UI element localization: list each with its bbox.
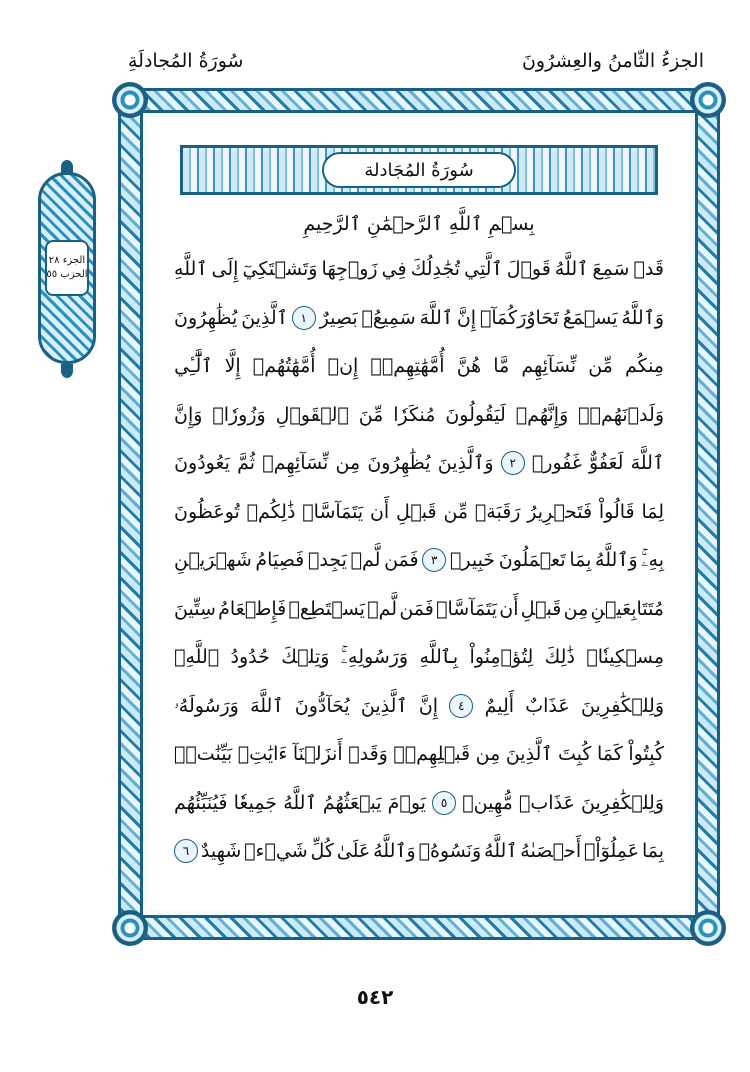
word: فَمَن	[384, 549, 419, 571]
word: مِّن	[443, 500, 469, 523]
word: وَلَدۡنَهُمۡۚ	[578, 403, 664, 426]
word: سِتِّينَ	[174, 597, 216, 620]
word: أَلِيمٌ	[484, 694, 515, 717]
word: تُجَٰدِلُكَ	[410, 258, 461, 280]
word: قَالُواْ	[598, 500, 635, 523]
word: نِّسَآئِهِم	[521, 355, 577, 377]
word: فَيُنَبِّئُهُم	[174, 791, 228, 814]
word: هُنَّ	[456, 355, 482, 377]
word: عَمِلُوٓاْۚ	[583, 840, 640, 862]
verse-line	[174, 536, 664, 585]
word: مُتَتَابِعَيۡنِ	[590, 597, 664, 620]
verse-line	[174, 391, 664, 440]
word: وَرَسُولَهُۥ	[174, 694, 239, 717]
word: ٱللَّهِ	[174, 258, 208, 280]
word: أَن	[499, 597, 519, 620]
word: أُمَّهَٰتِهِمۡۖ	[370, 355, 445, 377]
word: بِمَا	[641, 840, 664, 862]
verse-line	[174, 585, 664, 634]
ayah-number: ٣	[422, 548, 446, 572]
word: سَمِعَ	[592, 258, 630, 280]
word: جَمِيعٗا	[233, 791, 278, 814]
word: بِمَا	[569, 549, 592, 571]
word: ٱلَّذِينَ	[241, 306, 288, 329]
word: إِنۡ	[327, 355, 359, 377]
juz-hizb-label	[45, 240, 89, 296]
word: فَصِيَامُ	[255, 549, 305, 571]
word: عَذَابٞ	[518, 791, 575, 814]
marker-juz: الجزء ٢٨	[48, 255, 86, 266]
word: يَسۡتَطِعۡ	[288, 597, 365, 620]
juz-header: الجزءُ الثّامنُ والعِشرُونَ	[521, 50, 704, 72]
verse-line	[174, 294, 664, 343]
word: وَٱلَّذِينَ	[437, 452, 494, 474]
word: بِهِۦۚ	[641, 549, 664, 571]
verse-line	[174, 779, 664, 828]
verse-line	[174, 245, 664, 294]
word: يَوۡمَ	[387, 791, 426, 814]
word: مِسۡكِينٗاۚ	[586, 646, 664, 668]
word: يُحَآدُّونَ	[294, 694, 350, 717]
word: مَّا	[493, 355, 510, 377]
word: لَّمۡ	[350, 549, 381, 571]
marker-bottom-ornament	[61, 364, 73, 378]
word: إِنَّ	[418, 694, 439, 717]
word: بَصِيرٌ	[319, 306, 358, 329]
word: أَحۡصَىٰهُ	[520, 840, 582, 862]
word: لَّمۡ	[367, 597, 398, 620]
word: ٱلَّٰٓـِٔي	[174, 355, 213, 377]
surah-title-cartouche	[322, 152, 516, 188]
word: قَبۡلِهِمۡۚ	[393, 743, 471, 765]
word: يَتَمَآسَّاۖ	[436, 597, 498, 620]
word: لِتُؤۡمِنُواْ	[469, 646, 534, 668]
surah-header: سُورَةُ المُجادلَةِ	[128, 50, 244, 72]
ayah-number: ٢	[501, 451, 525, 475]
word: مُّهِينٞ	[462, 791, 513, 814]
word: وَإِنَّهُمۡ	[515, 403, 569, 426]
word: يُظَٰهِرُونَ	[367, 452, 431, 474]
word: كُلِّ	[310, 840, 334, 862]
word: وَقَدۡ	[348, 743, 388, 765]
verse-line	[174, 827, 664, 876]
word: وَٱللَّهُ	[373, 840, 416, 862]
word: مِن	[475, 743, 501, 765]
word: عَذَابٌ	[525, 694, 570, 717]
word: وَتَشۡتَكِيٓ	[242, 258, 318, 280]
word: قَدۡ	[633, 258, 664, 280]
verse-line	[174, 342, 664, 391]
basmala: بِسۡمِ ٱللَّهِ ٱلرَّحۡمَٰنِ ٱلرَّحِيمِ	[303, 213, 535, 235]
word: وَلِلۡكَٰفِرِينَ	[581, 694, 664, 717]
verse-lines	[174, 245, 664, 876]
word: ءَايَٰتِۭ	[237, 743, 288, 765]
word: تُوعَظُونَ	[174, 500, 240, 523]
word: ثُمَّ	[237, 452, 256, 474]
corner-ornament	[112, 910, 148, 946]
word: ٱللَّهَ	[250, 694, 284, 717]
word: تَحَاوُرَكُمَآۚ	[479, 306, 559, 329]
word: زَوۡجِهَا	[321, 258, 378, 280]
corner-ornament	[690, 910, 726, 946]
word: ٱلۡقَوۡلِ	[275, 403, 349, 426]
word: أَن	[369, 500, 390, 523]
word: ٱللَّهُ	[283, 791, 317, 814]
word: رَقَبَةٖ	[474, 500, 521, 523]
word: كَمَا	[597, 743, 623, 765]
word: إِلَى	[211, 258, 239, 280]
word: كُبِتُواْ	[628, 743, 664, 765]
word: إِنَّ	[456, 306, 477, 329]
word: فَمَن	[399, 597, 434, 620]
ayah-number: ١	[292, 306, 316, 330]
word: خَبِيرٞ	[449, 549, 496, 571]
word: بِٱللَّهِ	[419, 646, 459, 668]
word: وَٱللَّهُ	[595, 549, 638, 571]
word: مِّن	[588, 355, 613, 377]
word: شَيۡءٖ	[244, 840, 308, 862]
word: ذَٰلِكُمۡ	[246, 500, 296, 523]
marker-hizb: الحزب ٥٥	[46, 269, 88, 280]
word: إِلَّا	[224, 355, 241, 377]
word: بَيِّنَٰتٖۚ	[174, 743, 233, 765]
corner-ornament	[690, 82, 726, 118]
word: لِمَا	[641, 500, 664, 523]
word: وَزُورٗاۚ	[212, 403, 266, 426]
word: ٱلَّتِي	[464, 258, 503, 280]
word: ٱلَّذِينَ	[360, 694, 408, 717]
word: فَإِطۡعَامُ	[218, 597, 287, 620]
word: مِن	[563, 597, 589, 620]
verse-line	[174, 439, 664, 488]
word: وَتِلۡكَ	[281, 646, 330, 668]
word: وَنَسُوهُۚ	[418, 840, 482, 862]
word: شَهۡرَيۡنِ	[174, 549, 252, 571]
word: فِي	[381, 258, 407, 280]
word: أَنزَلۡنَآ	[292, 743, 343, 765]
word: لَعَفُوٌّ	[589, 452, 624, 474]
verse-line	[174, 633, 664, 682]
ayah-number: ٥	[432, 791, 456, 815]
word: حُدُودُ	[230, 646, 270, 668]
word: يُظَٰهِرُونَ	[174, 306, 238, 329]
word: مُنكَرٗا	[393, 403, 436, 426]
word: وَٱللَّهُ	[621, 306, 664, 329]
word: يَعُودُونَ	[174, 452, 230, 474]
word: وَرَسُولِهِۦۚ	[340, 646, 409, 668]
word: غَفُورٞ	[531, 452, 582, 474]
word: مِن	[335, 452, 361, 474]
word: مِّنَ	[358, 403, 384, 426]
word: مِنكُم	[624, 355, 664, 377]
ayah-number: ٦	[174, 839, 198, 863]
word: ٱللَّهِۗ	[174, 646, 220, 668]
verse-line	[174, 730, 664, 779]
word: عَلَىٰ	[336, 840, 371, 862]
word: يَجِدۡ	[307, 549, 347, 571]
page-number: ٥٤٢	[356, 985, 394, 1009]
word: ذَٰلِكَ	[544, 646, 575, 668]
word: قَبۡلِ	[520, 597, 562, 620]
word: سَمِيعُۢ	[361, 306, 416, 329]
word: قَبۡلِ	[396, 500, 437, 523]
word: لَيَقُولُونَ	[445, 403, 506, 426]
word: ٱللَّهُ	[484, 840, 518, 862]
word: يَسۡمَعُ	[562, 306, 618, 329]
word: يَبۡعَثُهُمُ	[322, 791, 382, 814]
word: ٱللَّهَ	[419, 306, 453, 329]
word: وَإِنَّ	[174, 403, 203, 426]
word: وَلِلۡكَٰفِرِينَ	[581, 791, 664, 814]
word: ٱلَّذِينَ	[505, 743, 553, 765]
word: أُمَّهَٰتُهُمۡ	[252, 355, 316, 377]
word: ٱللَّهَ	[630, 452, 664, 474]
surah-title: سُورَةُ المُجَادلة	[364, 159, 474, 181]
word: كُبِتَ	[558, 743, 592, 765]
word: قَوۡلَ	[506, 258, 551, 280]
verse-line	[174, 682, 664, 731]
word: فَتَحۡرِيرُ	[527, 500, 593, 523]
word: شَهِيدٌ	[200, 840, 242, 862]
word: يَتَمَآسَّاۚ	[302, 500, 364, 523]
corner-ornament	[112, 82, 148, 118]
word: نِّسَآئِهِمۡ	[262, 452, 329, 474]
word: تَعۡمَلُونَ	[498, 549, 566, 571]
word: ٱللَّهُ	[554, 258, 589, 280]
verse-line	[174, 488, 664, 537]
ayah-number: ٤	[449, 694, 473, 718]
